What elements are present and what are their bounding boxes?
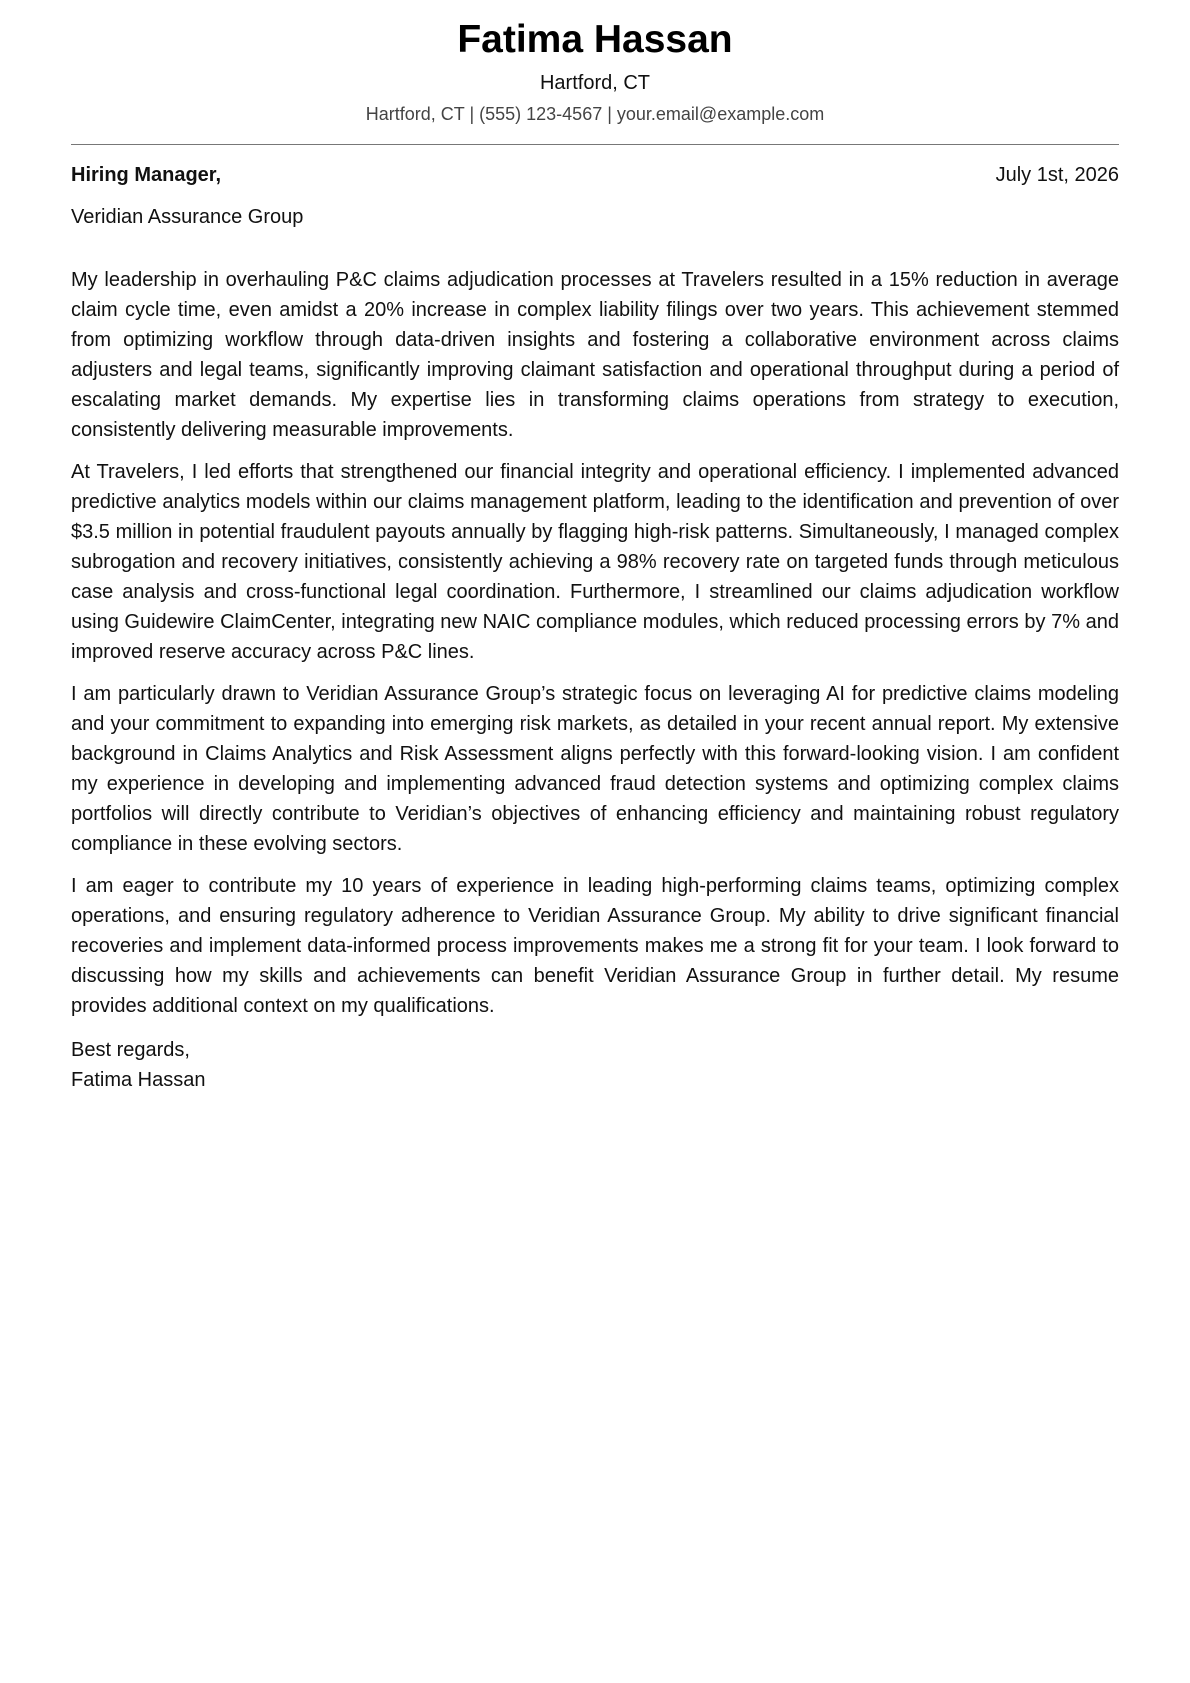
body-paragraph-4: I am eager to contribute my 10 years of experience in leading high-performing claims teams, optimizing complex operations, and ensuring regulatory adherence to Veridian Assurance Group. My ability to drive significant financial recoveries and implement data-informed process improvements makes me a strong fit for your team. I look forward to discussing how my skills and achievements can benefit Veridian Assurance Group in further detail. My resume provides additional context on my qualifications. xyxy=(71,875,1119,1017)
letter-header xyxy=(71,0,1119,126)
letter-body xyxy=(71,265,1119,1021)
recipient-company: Veridian Assurance Group xyxy=(71,206,304,228)
sender-contact-line: Hartford, CT | (555) 123-4567 | your.email@example.com xyxy=(365,104,825,124)
sender-location: Hartford, CT xyxy=(539,72,651,94)
signature-name: Fatima Hassan xyxy=(71,1069,206,1091)
salutation-date-row xyxy=(71,161,1119,189)
header-divider xyxy=(71,144,1119,145)
body-paragraph-1: My leadership in overhauling P&C claims adjudication processes at Travelers resulted in a 15% reduction in average claim cycle time, even amidst a 20% increase in complex liability filings over two years. This achievement stemmed from optimizing workflow through data-driven insights and fostering a collaborative environment across claims adjusters and legal teams, significantly improving claimant satisfaction and operational throughput during a period of escalating market demands. My expertise lies in transforming claims operations from strategy to execution, consistently delivering measurable improvements. xyxy=(71,269,1119,441)
letter-date: July 1st, 2026 xyxy=(995,164,1119,186)
letter-closing xyxy=(71,1035,1119,1095)
valediction: Best regards, xyxy=(71,1039,190,1061)
body-paragraph-3: I am particularly drawn to Veridian Assurance Group’s strategic focus on leveraging AI for predictive claims modeling and your commitment to expanding into emerging risk markets, as detailed in your recent annual report. My extensive background in Claims Analytics and Risk Assessment aligns perfectly with this forward-looking vision. I am confident my experience in developing and implementing advanced fraud detection systems and optimizing complex claims portfolios will directly contribute to Veridian’s objectives of enhancing efficiency and maintaining robust regulatory compliance in these evolving sectors. xyxy=(71,683,1119,855)
salutation: Hiring Manager, xyxy=(71,164,222,186)
sender-name: Fatima Hassan xyxy=(457,18,733,61)
body-paragraph-2: At Travelers, I led efforts that strengthened our financial integrity and operational efficiency. I implemented advanced predictive analytics models within our claims management platform, leading to the identification and prevention of over $3.5 million in potential fraudulent payouts annually by flagging high-risk patterns. Simultaneously, I managed complex subrogation and recovery initiatives, consistently achieving a 98% recovery rate on targeted funds through meticulous case analysis and cross-functional legal coordination. Furthermore, I streamlined our claims adjudication workflow using Guidewire ClaimCenter, integrating new NAIC compliance modules, which reduced processing errors by 7% and improved reserve accuracy across P&C lines. xyxy=(71,461,1119,663)
